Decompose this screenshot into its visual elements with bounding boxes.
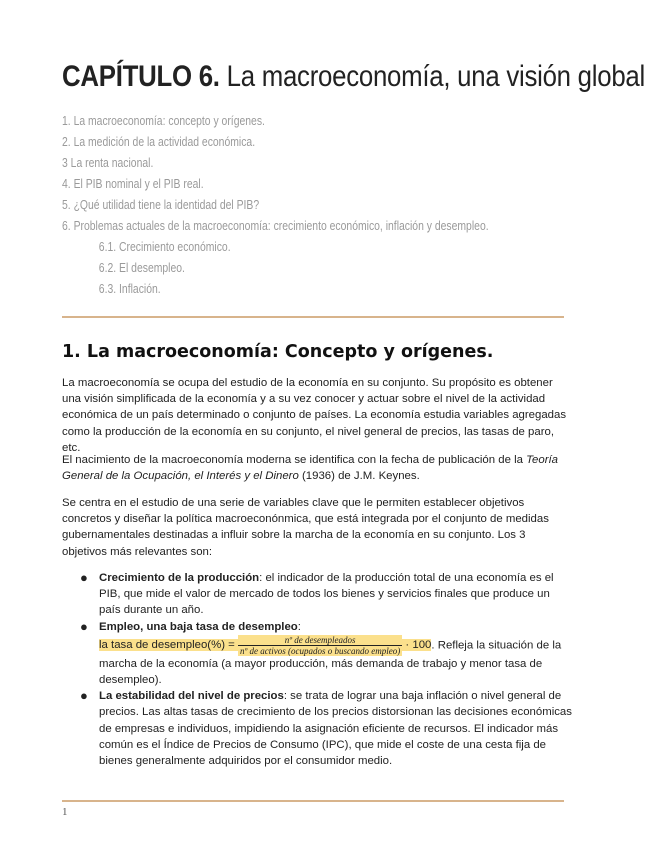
toc-item[interactable]: 3 La renta nacional. [62, 155, 154, 170]
bullet-heading: Empleo, una baja tasa de desempleo [99, 620, 298, 633]
chapter-subtitle: La macroeconomía, una visión global [226, 60, 645, 93]
divider-top [62, 316, 564, 318]
paragraph-origin-start: El nacimiento de la macroeconomía moderna se identifica con la fecha de publicación de la [62, 454, 527, 466]
bullet-icon: ● [80, 688, 88, 704]
list-item [62, 570, 572, 619]
toc-item[interactable]: 1. La macroeconomía: concepto y orígenes. [62, 113, 265, 128]
formula-multiplier: · 100 [402, 639, 432, 652]
bullet-colon: : [297, 620, 301, 633]
toc-subitem[interactable]: 6.2. El desempleo. [98, 260, 185, 275]
paragraph-origin [62, 452, 570, 484]
chapter-label: CAPÍTULO 6. [62, 60, 220, 93]
bullet-text: . Refleja la situación de la marcha de la economía (a mayor producción, más demanda de trabajo y menor tasa de desempleo). [99, 639, 562, 687]
paragraph-objectives: Se centra en el estudio de una serie de variables clave que le permiten establecer objetivos concretos y diseñar la política macroeconónmica, que está integrada por el conjunto de medidas gubernamentales destinadas a influir sobre la marcha de la economía en su conjunto. Los 3 objetivos más relevantes son: [62, 497, 549, 558]
paragraph-origin-end: (1936) de J.M. Keynes. [298, 470, 420, 483]
toc-item[interactable]: 2. La medición de la actividad económica. [62, 134, 256, 149]
list-item [62, 688, 572, 769]
paragraph-intro: La macroeconomía se ocupa del estudio de la economía en su conjunto. Su propósito es obtener una visión simplificada de la economía y a su vez conocer y actuar sobre el nivel de la actividad económica de un país determinado o conjunto de países. La economía estudia variables agregadas como la producción de la economía en su conjunto, el nivel general de precios, las tasas de paro, etc. [62, 377, 567, 454]
unemployment-formula [99, 634, 432, 656]
toc-item[interactable]: 4. El PIB nominal y el PIB real. [62, 176, 204, 191]
page-number: 1 [62, 806, 68, 818]
table-of-contents [62, 110, 595, 299]
formula-lhs: la tasa de desempleo(%) = [99, 639, 238, 652]
bullet-text: : el indicador de la producción total de una economía es el PIB, que mide el valor de mercado de todos los bienes y servicios finales que produce un país durante un año. [99, 572, 554, 617]
formula-numerator: nº de desempleados [238, 635, 402, 646]
divider-bottom [62, 800, 564, 802]
bullet-text: : se trata de lograr una baja inflación o nivel general de precios. Las altas tasas de crecimiento de los precios distorsionan las decisiones económicas de empresas e individuos, impidiendo la asignación eficiente de recursos. El indicador más común es el Índice de Precios de Consumo (IPC), que mide el coste de una cesta fija de bienes generalmente adquiridos por el consumidor medio. [99, 690, 572, 768]
section-title: 1. La macroeconomía: Concepto y orígenes. [62, 342, 494, 362]
book-title: Teoría General de la Ocupación, el Interés y el Dinero [62, 454, 558, 483]
toc-item[interactable]: 5. ¿Qué utilidad tiene la identidad del PIB? [62, 197, 260, 212]
list-item [62, 619, 572, 689]
bullet-heading: La estabilidad del nivel de precios [99, 690, 284, 703]
toc-item[interactable]: 6. Problemas actuales de la macroeconomía: crecimiento económico, inflación y desempleo. [62, 218, 489, 233]
objectives-list [62, 570, 572, 769]
formula-denominator: nº de activos (ocupados o buscando empleo) [239, 645, 401, 656]
chapter-title [62, 60, 645, 94]
toc-subitem[interactable]: 6.3. Inflación. [98, 281, 161, 296]
bullet-heading: Crecimiento de la producción [99, 572, 260, 584]
toc-subitem[interactable]: 6.1. Crecimiento económico. [98, 239, 231, 254]
bullet-icon: ● [80, 570, 88, 585]
bullet-icon: ● [80, 618, 88, 634]
formula-fraction [238, 635, 402, 656]
